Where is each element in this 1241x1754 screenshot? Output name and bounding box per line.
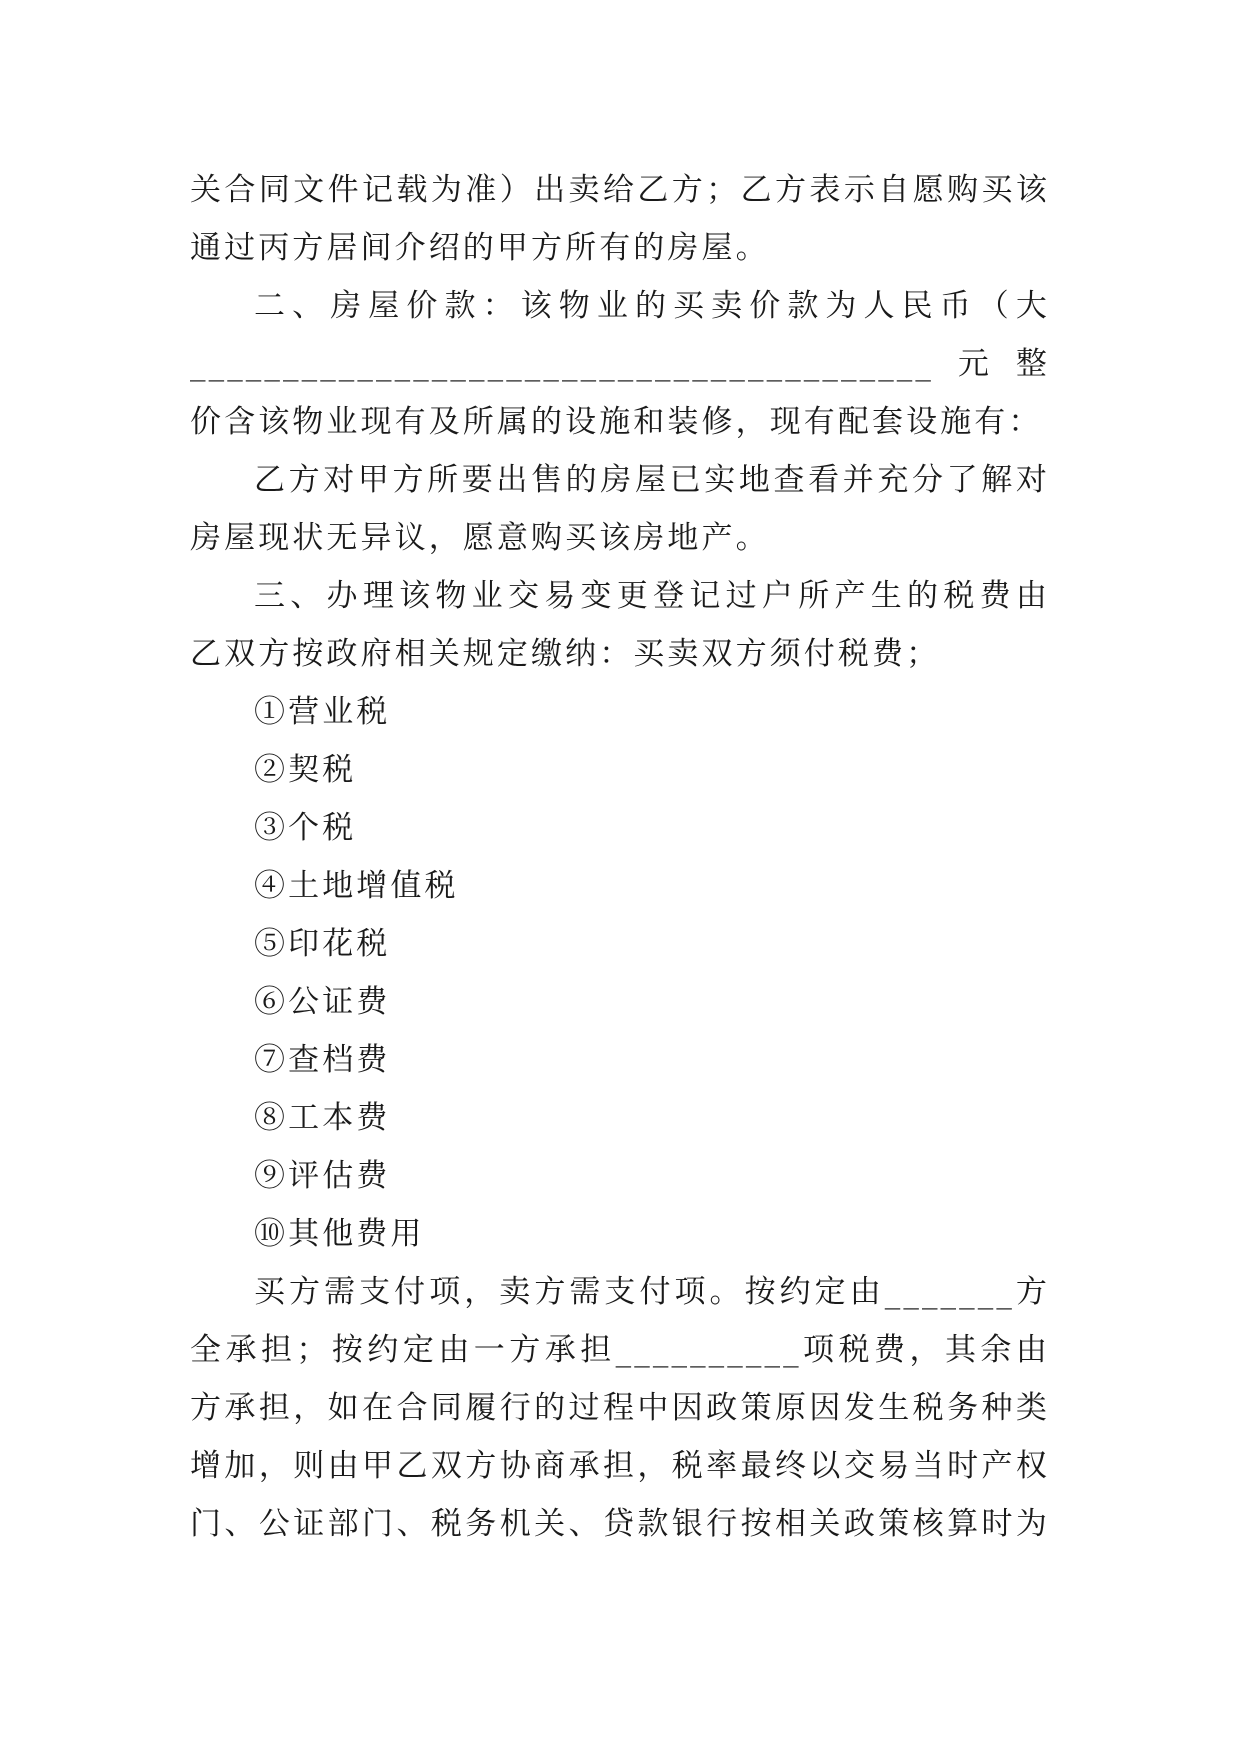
- paragraph-line: 方承担，如在合同履行的过程中因政策原因发生税务种类: [190, 1390, 1050, 1426]
- paragraph-line: 增加，则由甲乙双方协商承担，税率最终以交易当时产权: [190, 1448, 1050, 1484]
- paragraph-line: 房屋现状无异议，愿意购买该房地产。: [190, 520, 770, 556]
- tax-item: ⑦查档费: [254, 1042, 391, 1078]
- paragraph-line: 买方需支付项，卖方需支付项。按约定由_______方: [254, 1274, 1050, 1310]
- paragraph-line: 乙双方按政府相关规定缴纳：买卖双方须付税费；: [190, 636, 941, 672]
- tax-item: ③个税: [254, 810, 357, 846]
- price-blank-line: ________________________________________元整: [190, 346, 1050, 382]
- paragraph-line: 门、公证部门、税务机关、贷款银行按相关政策核算时为: [190, 1506, 1050, 1542]
- paragraph-line: 乙方对甲方所要出售的房屋已实地查看并充分了解对: [254, 462, 1050, 498]
- tax-item: ⑥公证费: [254, 984, 391, 1020]
- paragraph-line: 关合同文件记载为准）出卖给乙方；乙方表示自愿购买该: [190, 172, 1050, 208]
- tax-item: ②契税: [254, 752, 357, 788]
- tax-item: ⑤印花税: [254, 926, 391, 962]
- document-body: [190, 161, 1050, 1553]
- tax-item: ①营业税: [254, 694, 391, 730]
- paragraph-line: 通过丙方居间介绍的甲方所有的房屋。: [190, 230, 770, 266]
- tax-item: ⑧工本费: [254, 1100, 391, 1136]
- tax-item: ⑨评估费: [254, 1158, 391, 1194]
- tax-item: ④土地增值税: [254, 868, 459, 904]
- paragraph-line: 价含该物业现有及所属的设施和装修，现有配套设施有：: [190, 404, 1043, 440]
- paragraph-line: 全承担；按约定由一方承担__________项税费，其余由: [190, 1332, 1050, 1368]
- section-heading-taxes: 三、办理该物业交易变更登记过户所产生的税费由: [254, 578, 1050, 614]
- section-heading-price: 二、房屋价款：该物业的买卖价款为人民币（大: [254, 288, 1050, 324]
- tax-item: ⑩其他费用: [254, 1216, 425, 1252]
